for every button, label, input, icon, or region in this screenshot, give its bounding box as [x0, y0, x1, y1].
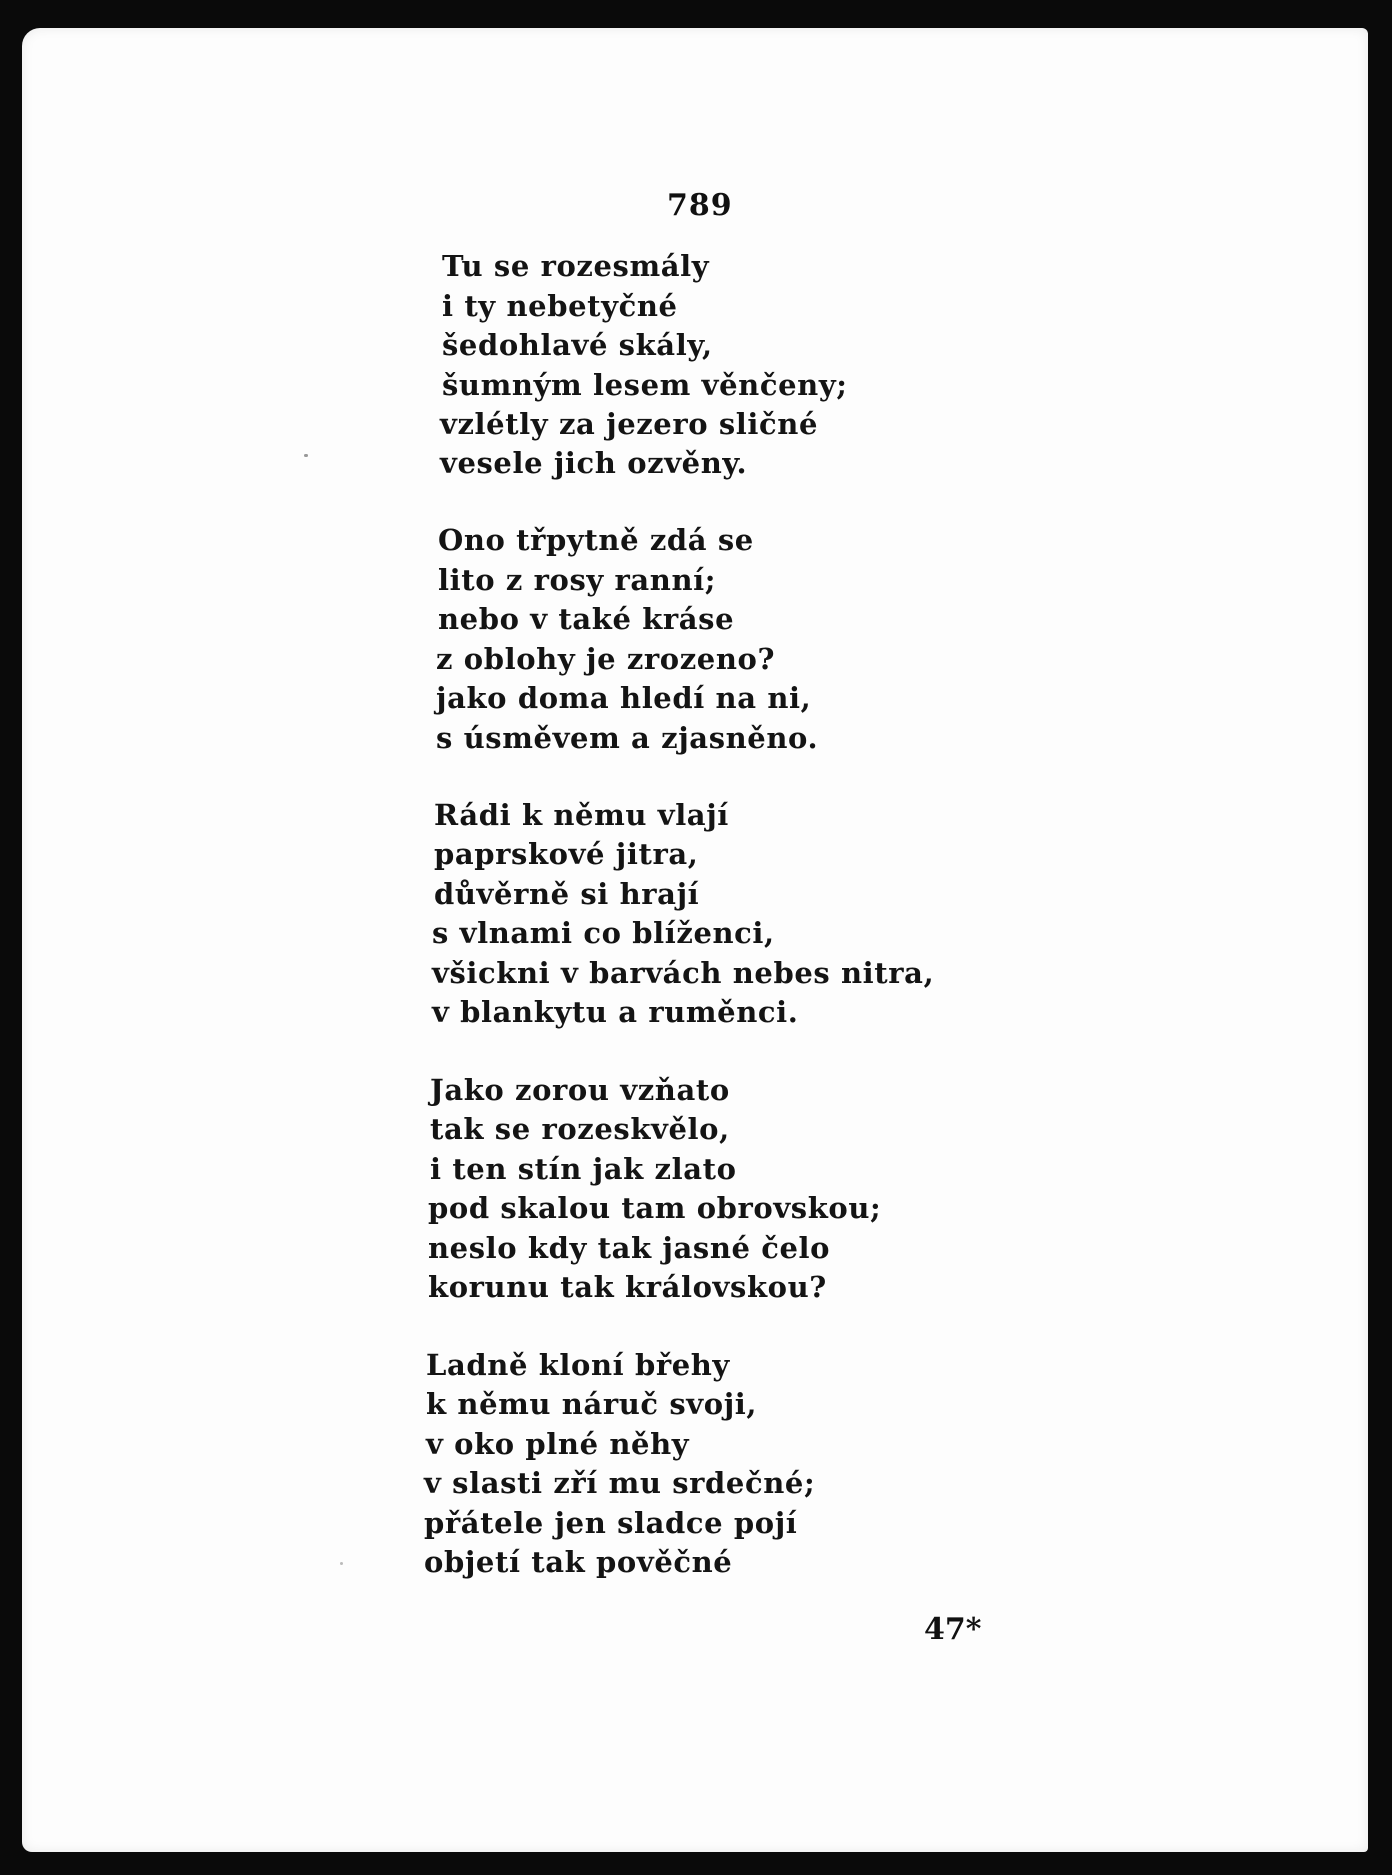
poem-line: lito z rosy ranní; [438, 563, 717, 597]
poem-line: Tu se rozesmály [442, 249, 710, 283]
poem-line: pod skalou tam obrovskou; [428, 1191, 882, 1225]
page-number: 789 [667, 188, 733, 223]
paper-speck [340, 1562, 343, 1565]
poem-line: v slasti zří mu srdečné; [424, 1466, 816, 1500]
poem-line: důvěrně si hrají [434, 877, 700, 911]
poem [22, 28, 1368, 1852]
poem-line: Ladně kloní břehy [426, 1348, 730, 1382]
poem-line: v oko plné něhy [426, 1427, 690, 1461]
poem-line: vzlétly za jezero sličné [440, 407, 819, 441]
poem-line: všickni v barvách nebes nitra, [432, 956, 935, 990]
poem-line: objetí tak pověčné [424, 1545, 733, 1579]
poem-line: jako doma hledí na ni, [436, 681, 812, 715]
paper-speck [304, 454, 308, 457]
poem-line: i ty nebetyčné [442, 289, 678, 323]
poem-line: s úsměvem a zjasněno. [436, 721, 819, 755]
poem-line: i ten stín jak zlato [430, 1152, 737, 1186]
poem-line: Ono třpytně zdá se [438, 523, 754, 557]
signature-mark: 47* [924, 1612, 982, 1647]
poem-line: přátele jen sladce pojí [424, 1506, 798, 1540]
poem-line: šumným lesem věnčeny; [442, 368, 848, 402]
poem-line: tak se rozeskvělo, [430, 1112, 730, 1146]
poem-line: paprskové jitra, [434, 837, 699, 871]
book-page [22, 28, 1368, 1852]
poem-line: Rádi k němu vlají [434, 798, 729, 832]
poem-line: vesele jich ozvěny. [440, 446, 748, 480]
poem-line: v blankytu a ruměnci. [432, 995, 799, 1029]
poem-line: nebo v také kráse [438, 602, 735, 636]
poem-line: k němu náruč svoji, [426, 1387, 758, 1421]
poem-line: korunu tak královskou? [428, 1270, 827, 1304]
poem-line: neslo kdy tak jasné čelo [428, 1231, 831, 1265]
poem-line: s vlnami co blíženci, [432, 916, 775, 950]
poem-line: šedohlavé skály, [442, 328, 713, 362]
poem-line: z oblohy je zrozeno? [436, 642, 776, 676]
poem-line: Jako zorou vzňato [430, 1073, 730, 1107]
